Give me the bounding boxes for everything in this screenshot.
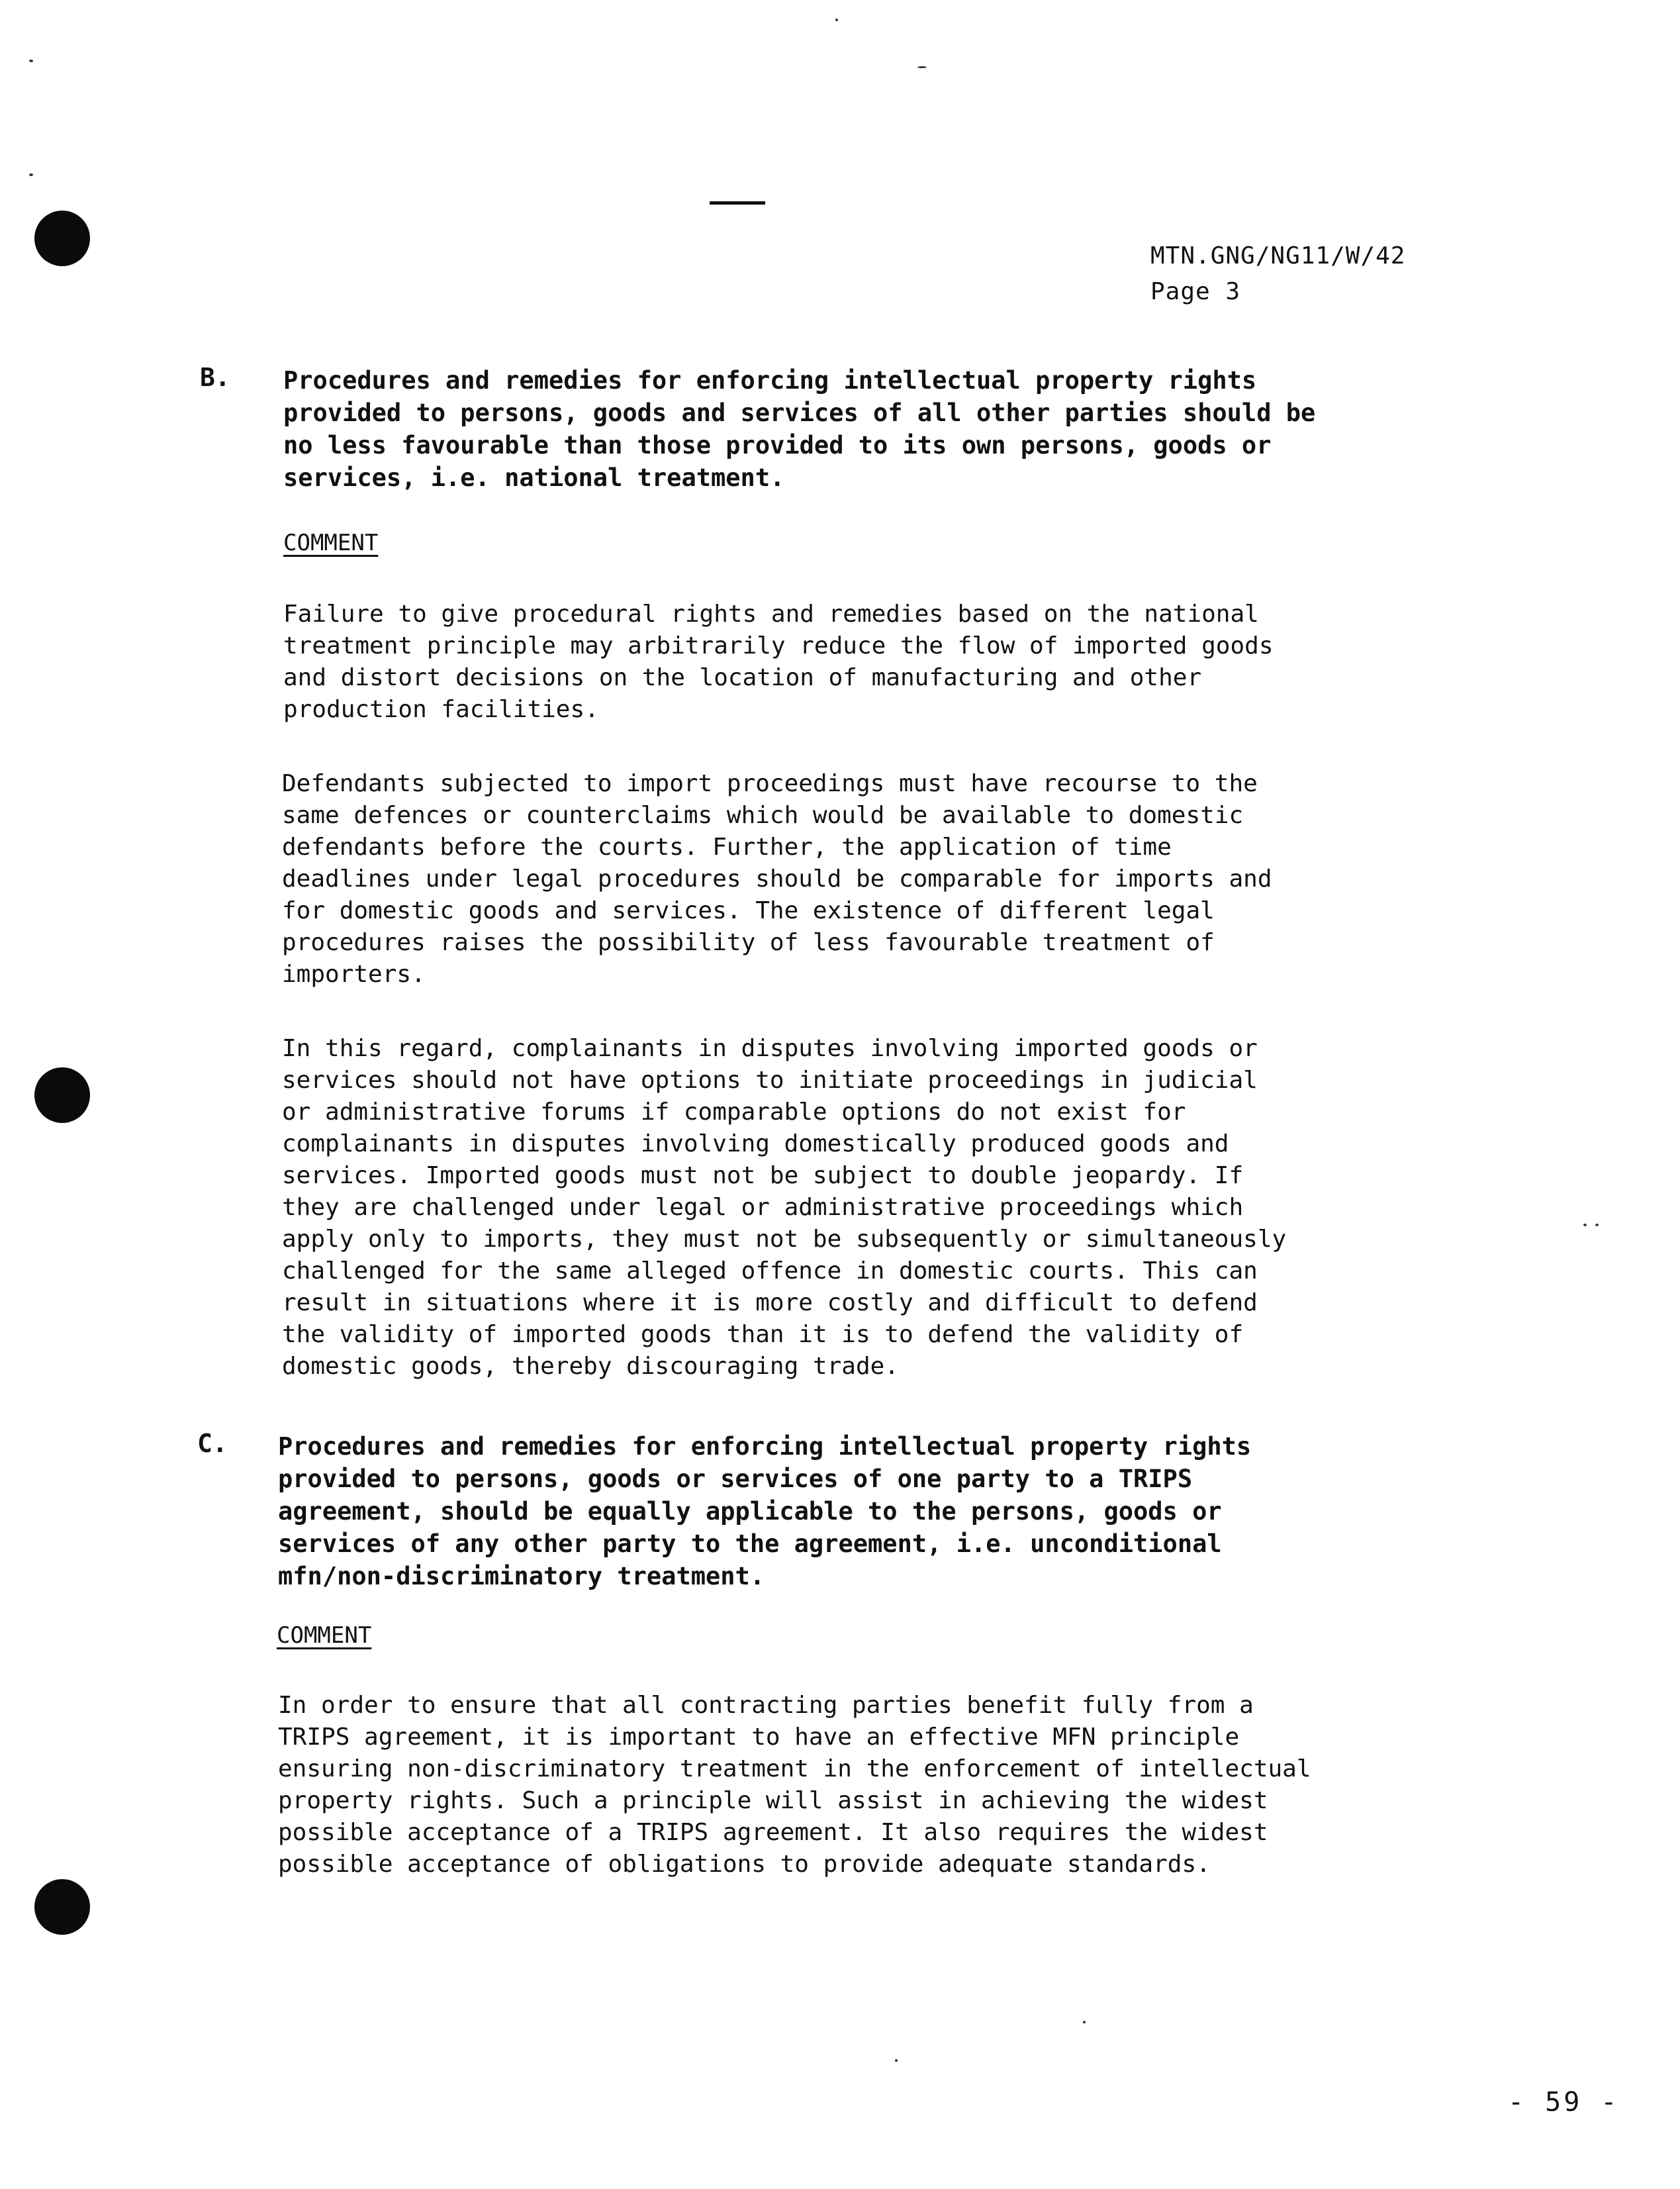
text-line: importers.: [282, 961, 426, 988]
text-line: In this regard, complainants in disputes involving imported goods or: [282, 1035, 1258, 1062]
text-line: domestic goods, thereby discouraging trade.: [282, 1353, 899, 1380]
text-line: challenged for the same alleged offence in domestic courts. This can: [282, 1257, 1258, 1285]
text-line: deadlines under legal procedures should be comparable for imports and: [282, 865, 1272, 893]
scan-speck: [835, 19, 838, 21]
section-b-heading: [283, 364, 1528, 494]
punch-hole-top: [34, 211, 90, 266]
heading-line: mfn/non-discriminatory treatment.: [278, 1562, 765, 1590]
text-line: defendants before the courts. Further, the application of time: [282, 834, 1172, 861]
text-line: ensuring non-discriminatory treatment in the enforcement of intellectual: [278, 1755, 1311, 1782]
section-b-paragraph-3: [282, 1033, 1286, 1383]
document-reference: [1150, 238, 1405, 310]
text-line: TRIPS agreement, it is important to have an effective MFN principle: [278, 1724, 1240, 1751]
text-line: or administrative forums if comparable options do not exist for: [282, 1098, 1186, 1126]
text-line: for domestic goods and services. The existence of different legal: [282, 897, 1215, 924]
text-line: Failure to give procedural rights and remedies based on the national: [283, 601, 1259, 628]
text-line: same defences or counterclaims which would be available to domestic: [282, 802, 1244, 829]
text-line: possible acceptance of a TRIPS agreement. It also requires the widest: [278, 1819, 1268, 1846]
section-c-heading: [278, 1430, 1522, 1592]
text-line: they are challenged under legal or administrative proceedings which: [282, 1194, 1244, 1221]
heading-line: agreement, should be equally applicable to the persons, goods or: [278, 1497, 1222, 1526]
section-c-comment-label: COMMENT: [277, 1622, 372, 1649]
text-line: services should not have options to initiate proceedings in judicial: [282, 1067, 1258, 1094]
text-line: apply only to imports, they must not be subsequently or simultaneously: [282, 1226, 1287, 1253]
document-symbol: MTN.GNG/NG11/W/42: [1150, 242, 1406, 269]
scan-speck: [29, 173, 33, 176]
page-label: Page 3: [1150, 278, 1241, 305]
text-line: and distort decisions on the location of manufacturing and other: [283, 664, 1202, 691]
scan-speck: [1083, 2021, 1086, 2023]
scan-speck: [1595, 1224, 1599, 1226]
heading-line: provided to persons, goods or services of one party to a TRIPS: [278, 1465, 1193, 1493]
punch-hole-bottom: [34, 1879, 90, 1935]
text-line: Defendants subjected to import proceedings must have recourse to the: [282, 770, 1258, 797]
text-line: In order to ensure that all contracting parties benefit fully from a: [278, 1692, 1254, 1719]
text-line: services. Imported goods must not be subject to double jeopardy. If: [282, 1162, 1244, 1189]
heading-line: no less favourable than those provided to its own persons, goods or: [283, 431, 1272, 460]
heading-line: Procedures and remedies for enforcing intellectual property rights: [278, 1432, 1252, 1461]
section-b-paragraph-1: [283, 599, 1274, 726]
section-b-paragraph-2: [282, 768, 1272, 991]
section-c-paragraph-1: [278, 1690, 1311, 1880]
scan-speck: [1583, 1224, 1587, 1226]
text-line: complainants in disputes involving domestically produced goods and: [282, 1130, 1229, 1157]
heading-line: services, i.e. national treatment.: [283, 463, 785, 492]
section-marker-b: B.: [200, 363, 230, 392]
text-line: possible acceptance of obligations to provide adequate standards.: [278, 1851, 1211, 1878]
text-line: property rights. Such a principle will assist in achieving the widest: [278, 1787, 1268, 1814]
text-line: procedures raises the possibility of less favourable treatment of: [282, 929, 1215, 956]
top-rule: [710, 201, 765, 205]
text-line: result in situations where it is more costly and difficult to defend: [282, 1289, 1258, 1316]
text-line: production facilities.: [283, 696, 599, 723]
scan-speck: [895, 2059, 898, 2062]
text-line: treatment principle may arbitrarily reduce the flow of imported goods: [283, 632, 1274, 659]
heading-line: Procedures and remedies for enforcing intellectual property rights: [283, 366, 1257, 395]
scan-speck: [29, 60, 33, 62]
scan-speck: [917, 66, 927, 68]
page-number: - 59 -: [1508, 2087, 1620, 2117]
heading-line: services of any other party to the agreement, i.e. unconditional: [278, 1530, 1222, 1558]
text-line: the validity of imported goods than it is to defend the validity of: [282, 1321, 1244, 1348]
section-b-comment-label: COMMENT: [283, 530, 379, 556]
punch-hole-middle: [34, 1067, 90, 1123]
section-marker-c: C.: [197, 1429, 228, 1458]
heading-line: provided to persons, goods and services of all other parties should be: [283, 399, 1316, 427]
